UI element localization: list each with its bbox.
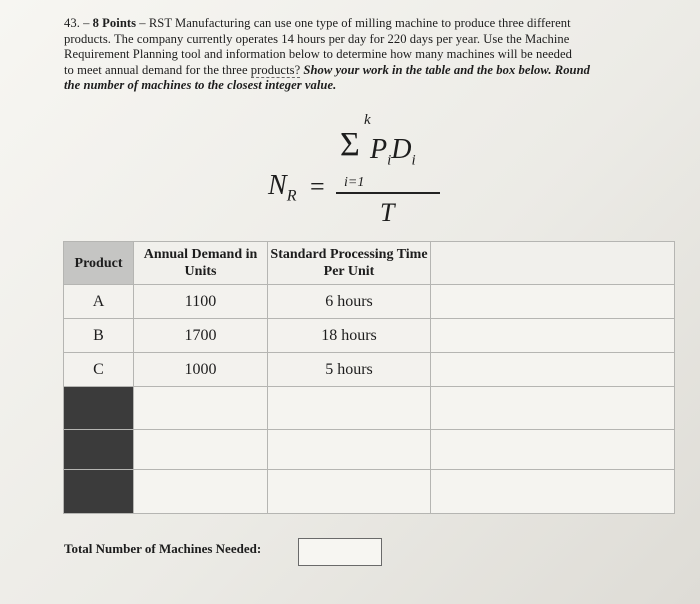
cell-time: 18 hours (268, 319, 431, 353)
question-text (64, 16, 664, 94)
table-row-blank (64, 430, 675, 470)
formula-fraction-bar (336, 192, 440, 194)
gray-cell (64, 470, 134, 514)
work-cell[interactable] (134, 470, 268, 514)
work-cell[interactable] (268, 430, 431, 470)
work-cell[interactable] (268, 470, 431, 514)
work-cell[interactable] (431, 353, 675, 387)
total-machines-label: Total Number of Machines Needed: (64, 541, 262, 556)
formula-equals: = (310, 172, 325, 201)
table-row-blank (64, 387, 675, 430)
work-cell[interactable] (134, 387, 268, 430)
formula-lhs (268, 170, 296, 206)
table-row-blank (64, 470, 675, 514)
work-cell[interactable] (431, 430, 675, 470)
question-points: 8 Points (92, 16, 137, 30)
question-underlined-word: products? (250, 62, 301, 77)
formula-n-sub: R (286, 187, 297, 205)
header-product: Product (64, 242, 134, 285)
header-blank[interactable] (431, 242, 675, 285)
formula-lower-limit: i=1 (344, 175, 365, 190)
header-processing-time: Standard Processing Time Per Unit (268, 242, 431, 285)
work-cell[interactable] (268, 387, 431, 430)
question-instruction: Show your work in the table and the box below. Round (300, 62, 591, 77)
formula-d-sub: i (411, 152, 416, 169)
work-cell[interactable] (134, 430, 268, 470)
machine-requirement-formula (262, 108, 462, 228)
question-line3: Requirement Planning tool and information below to determine how many machines will be needed (64, 47, 572, 62)
formula-numerator (370, 134, 416, 170)
cell-product: A (64, 285, 134, 319)
cell-demand: 1000 (134, 353, 268, 387)
work-cell[interactable] (431, 470, 675, 514)
cell-time: 5 hours (268, 353, 431, 387)
gray-cell (64, 387, 134, 430)
gray-cell (64, 430, 134, 470)
formula-upper-limit: k (364, 112, 371, 128)
cell-demand: 1700 (134, 319, 268, 353)
formula-n: N (268, 170, 287, 201)
table-row (64, 353, 675, 387)
formula-p: P (370, 134, 388, 165)
cell-product: C (64, 353, 134, 387)
work-cell[interactable] (431, 387, 675, 430)
table-row (64, 285, 675, 319)
formula-d: D (391, 134, 412, 165)
question-line4: to meet annual demand for the three (64, 62, 251, 77)
total-machines-answer-box[interactable] (298, 538, 382, 566)
cell-demand: 1100 (134, 285, 268, 319)
question-line1: – RST Manufacturing can use one type of milling machine to produce three different (136, 16, 571, 30)
question-instruction-cont: the number of machines to the closest integer value. (64, 78, 337, 93)
header-annual-demand: Annual Demand in Units (134, 242, 268, 285)
work-cell[interactable] (431, 319, 675, 353)
question-number: 43. – (64, 16, 90, 30)
formula-denominator: T (380, 198, 395, 227)
work-cell[interactable] (431, 285, 675, 319)
cell-time: 6 hours (268, 285, 431, 319)
cell-product: B (64, 319, 134, 353)
formula-p-sub: i (387, 152, 392, 169)
table-row (64, 319, 675, 353)
demand-table (63, 241, 675, 514)
table-header-row (64, 242, 675, 285)
question-line2: products. The company currently operates 14 hours per day for 220 days per year. Use the Machine (64, 31, 570, 46)
formula-sigma: Σ (340, 126, 360, 163)
